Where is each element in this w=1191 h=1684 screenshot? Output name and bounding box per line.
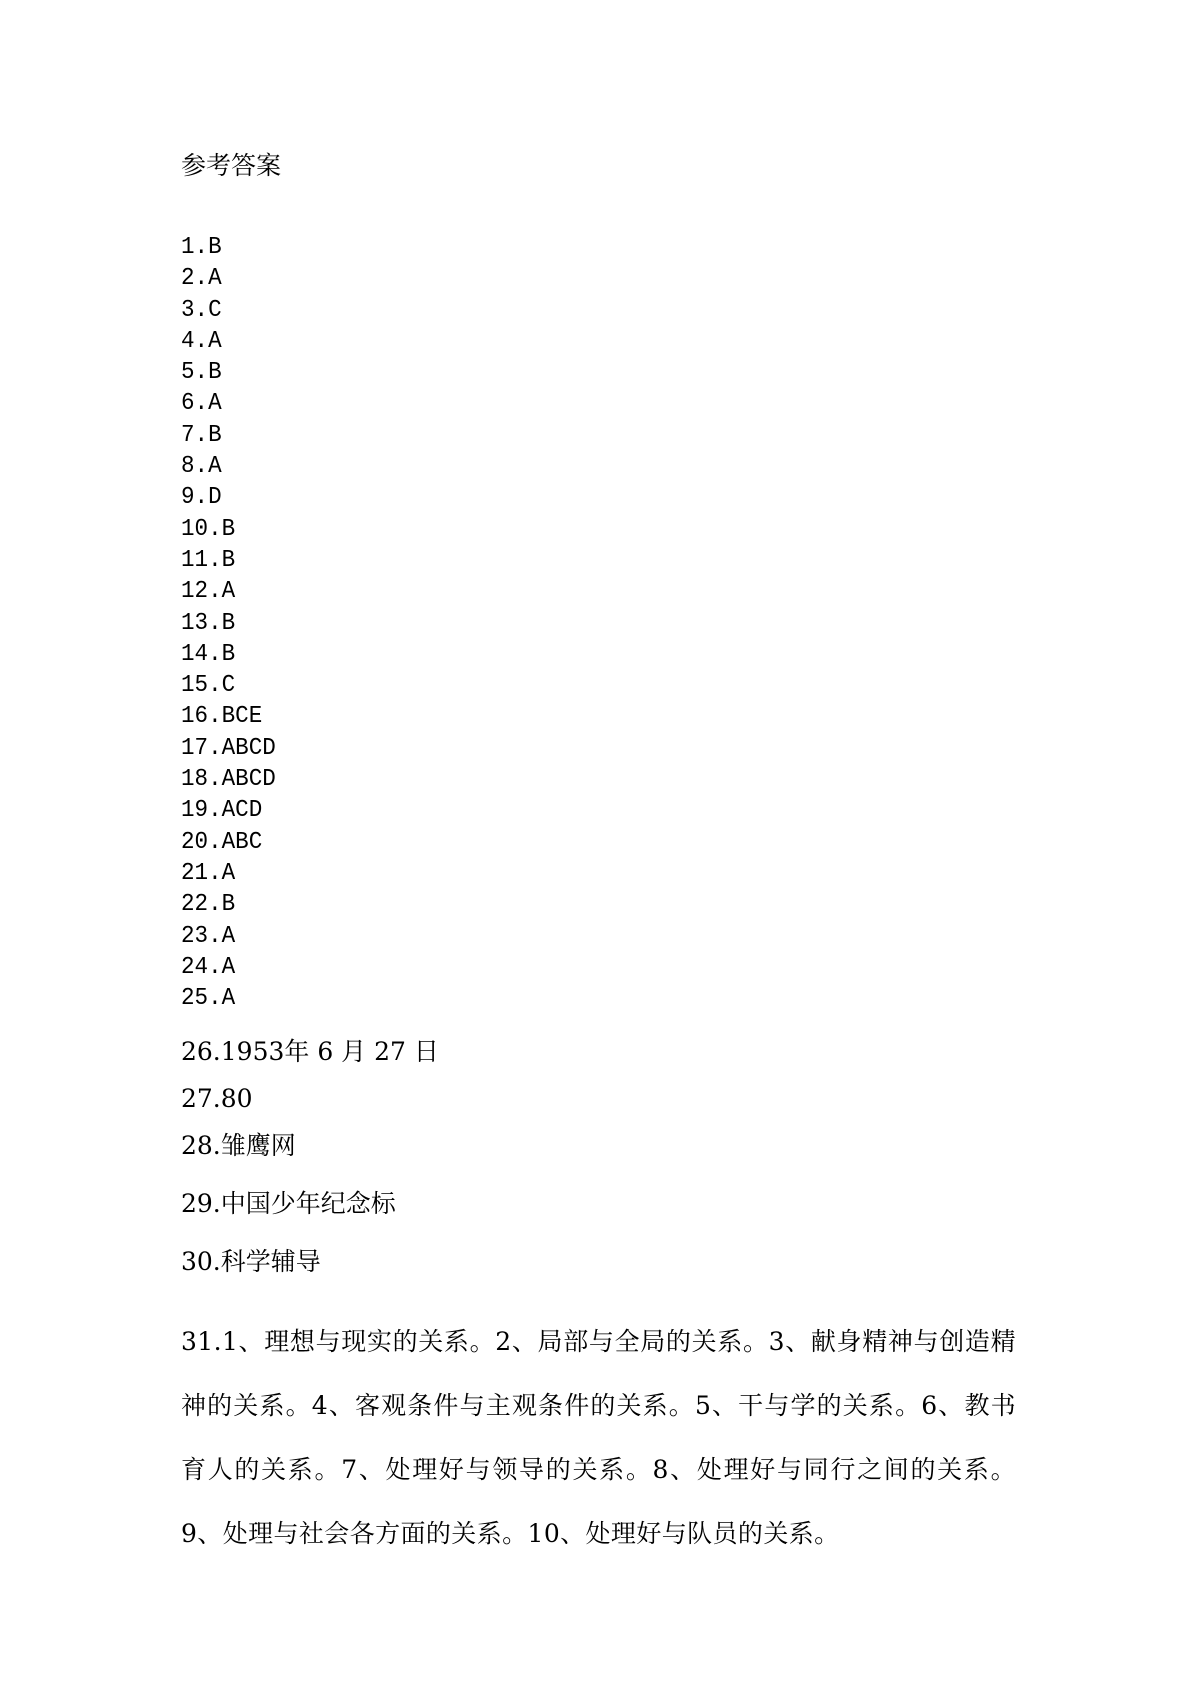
answer-item: 16.BCE [181, 703, 263, 731]
answer-item: 19.ACD [181, 797, 263, 825]
fill-answer-26: 26.1953年 6 月 27 日 [181, 1037, 439, 1066]
fill-answer-27: 27.80 [181, 1084, 253, 1113]
answer-item: 8.A [181, 453, 222, 481]
answer-item: 7.B [181, 421, 222, 449]
fill-answer-28: 28.雏鹰网 [181, 1131, 296, 1160]
answer-item: 5.B [181, 359, 222, 387]
answer-item: 2.A [181, 265, 222, 293]
answer-item: 10.B [181, 515, 236, 543]
answer-item: 23.A [181, 922, 236, 950]
answer-item: 24.A [181, 953, 236, 981]
answer-item: 18.ABCD [181, 766, 276, 794]
answer-item: 3.C [181, 296, 222, 324]
fill-answer-30: 30.科学辅导 [181, 1247, 321, 1276]
answer-item: 21.A [181, 859, 236, 887]
answer-item: 12.A [181, 578, 236, 606]
choice-answer-list [181, 232, 282, 1014]
fill-answer-29: 29.中国少年纪念标 [181, 1189, 396, 1218]
answer-item: 20.ABC [181, 828, 263, 856]
answer-item: 6.A [181, 390, 222, 418]
answer-item: 15.C [181, 672, 236, 700]
answer-item: 11.B [181, 546, 236, 574]
essay-answer: 31.1、理想与现实的关系。2、局部与全局的关系。3、献身精神与创造精神的关系。4、客观条件与主观条件的关系。5、干与学的关系。6、教书育人的关系。7、处理好与领导的关系。8、处理好与同行之间的关系。9、处理与社会各方面的关系。10、处理好与队员的关系。 [181, 1327, 1016, 1548]
answer-item: 4.A [181, 327, 222, 355]
answer-item: 22.B [181, 891, 236, 919]
answer-item: 1.B [181, 234, 222, 261]
answer-item: 9.D [181, 484, 222, 512]
answer-item: 14.B [181, 640, 236, 668]
answer-item: 25.A [181, 985, 236, 1013]
answer-item: 13.B [181, 609, 236, 637]
page-title: 参考答案 [181, 151, 282, 180]
answer-item: 17.ABCD [181, 734, 276, 762]
